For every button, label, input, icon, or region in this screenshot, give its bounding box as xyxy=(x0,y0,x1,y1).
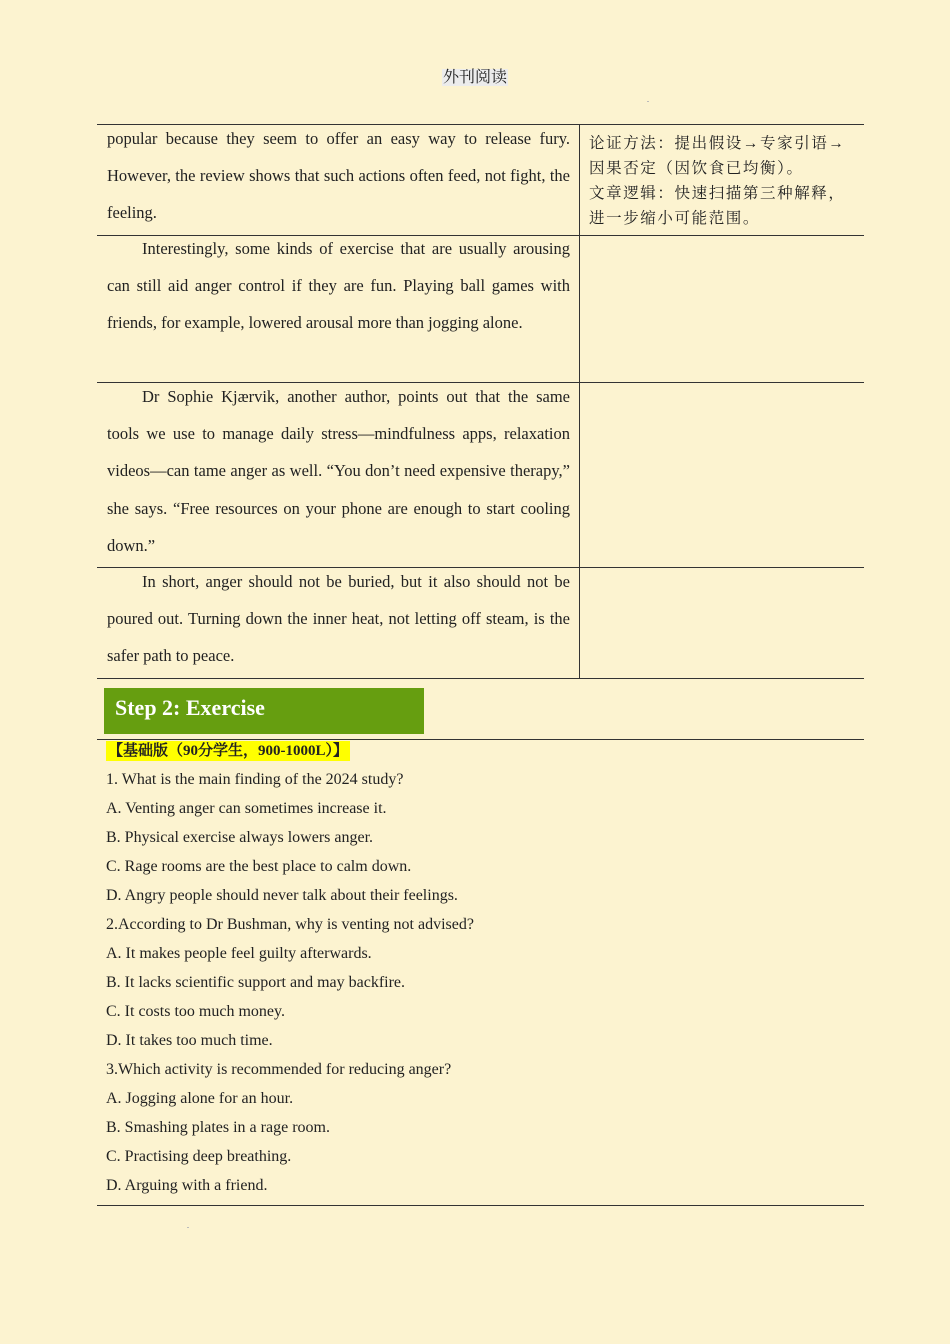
answer-option: A. It makes people feel guilty afterwards. xyxy=(106,945,372,962)
annotation-line: 文章逻辑：快速扫描第三种解释， xyxy=(589,185,846,202)
question-text: 1. What is the main finding of the 2024 study? xyxy=(106,771,404,788)
annotation-line: 因果否定（因饮食已均衡）。 xyxy=(589,160,804,177)
annotation-cell xyxy=(589,131,857,231)
passage-paragraph: In short, anger should not be buried, but it also should not be poured out. Turning down the inner heat, not letting off steam, is the safer path to peace. xyxy=(107,572,570,666)
answer-option: D. Arguing with a friend. xyxy=(106,1177,268,1194)
question-text: 2.According to Dr Bushman, why is venting not advised? xyxy=(106,916,474,933)
answer-option: C. Rage rooms are the best place to calm down. xyxy=(106,858,412,875)
answer-option: D. It takes too much time. xyxy=(106,1032,273,1049)
table-column-divider xyxy=(579,124,580,679)
answer-option: A. Jogging alone for an hour. xyxy=(106,1090,294,1107)
decorative-dot xyxy=(187,1227,189,1228)
table-row xyxy=(107,563,570,675)
page-header xyxy=(0,67,950,89)
section-divider xyxy=(97,739,864,740)
answer-option: C. Practising deep breathing. xyxy=(106,1148,292,1165)
annotation-line: 进一步缩小可能范围。 xyxy=(589,210,761,227)
step-header xyxy=(104,688,424,734)
passage-paragraph: popular because they seem to offer an easy way to release fury. However, the review shows that such actions often feed, not fight, the feeling. xyxy=(107,129,570,223)
passage-paragraph: Interestingly, some kinds of exercise that are usually arousing can still aid anger control if they are fun. Playing ball games with friends, for example, lowered arousal more than jogging alone. xyxy=(107,239,570,333)
answer-option: C. It costs too much money. xyxy=(106,1003,285,1020)
question-text: 3.Which activity is recommended for reducing anger? xyxy=(106,1061,452,1078)
section-bottom-border xyxy=(97,1205,864,1206)
table-row xyxy=(107,120,570,232)
table-bottom-border xyxy=(97,678,864,679)
step-title: Step 2: Exercise xyxy=(115,695,265,720)
level-tag: 【基础版（90分学生，900-1000L）】 xyxy=(108,743,349,759)
answer-option: B. Physical exercise always lowers anger. xyxy=(106,829,374,846)
answer-option: B. It lacks scientific support and may backfire. xyxy=(106,974,406,991)
decorative-dot xyxy=(647,101,649,102)
answer-option: B. Smashing plates in a rage room. xyxy=(106,1119,330,1136)
annotation-line: 论证方法：提出假设→专家引语→ xyxy=(589,135,846,152)
table-row xyxy=(107,230,570,342)
header-title: 外刊阅读 xyxy=(442,69,507,86)
answer-option: A. Venting anger can sometimes increase it. xyxy=(106,800,387,817)
table-row xyxy=(107,378,570,564)
answer-option: D. Angry people should never talk about their feelings. xyxy=(106,887,458,904)
passage-paragraph: Dr Sophie Kjærvik, another author, points out that the same tools we use to manage daily stress—mindfulness apps, relaxation videos—can tame anger as well. “You don’t need expensive therapy,” she says. “Free resources on your phone are enough to start cooling down.” xyxy=(107,387,570,555)
